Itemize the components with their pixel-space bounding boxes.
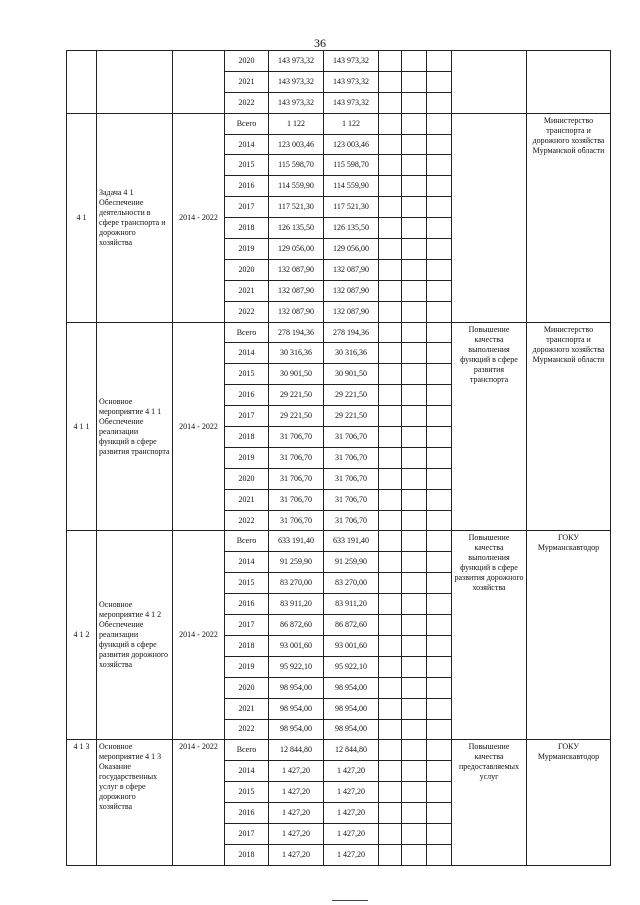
total-amount-cell: 98 954,00 [269,698,324,719]
empty-cell [402,113,427,134]
empty-cell [427,406,452,427]
year-cell: 2014 [225,343,269,364]
regional-amount-cell: 143 973,32 [324,51,379,72]
total-amount-cell: 143 973,32 [269,92,324,113]
activity-name: Основное мероприятие 4 1 2 Обеспечение реализации функций в сфере развития дорожного хозяйства [97,531,173,740]
regional-amount-cell: 1 427,20 [324,823,379,844]
empty-cell [379,844,402,865]
year-cell: 2018 [225,844,269,865]
empty-cell [379,740,402,761]
empty-cell [379,218,402,239]
empty-cell [402,71,427,92]
total-amount-cell: 83 270,00 [269,573,324,594]
regional-amount-cell: 31 706,70 [324,427,379,448]
year-cell: 2022 [225,510,269,531]
total-amount-cell: 30 901,50 [269,364,324,385]
total-amount-cell: 95 922,10 [269,656,324,677]
empty-cell [427,155,452,176]
empty-cell [427,635,452,656]
regional-amount-cell: 31 706,70 [324,447,379,468]
year-cell: 2022 [225,301,269,322]
regional-amount-cell: 31 706,70 [324,510,379,531]
empty-cell [427,176,452,197]
expected-result [452,113,527,322]
empty-cell [427,385,452,406]
year-cell: 2014 [225,761,269,782]
empty-cell [402,782,427,803]
total-amount-cell: 83 911,20 [269,594,324,615]
regional-amount-cell: 126 135,50 [324,218,379,239]
regional-amount-cell: 83 911,20 [324,594,379,615]
year-cell: 2017 [225,197,269,218]
empty-cell [379,364,402,385]
period: 2014 - 2022 [173,113,225,322]
total-amount-cell: 31 706,70 [269,510,324,531]
empty-cell [427,552,452,573]
empty-cell [379,531,402,552]
empty-cell [427,782,452,803]
empty-cell [379,71,402,92]
executor: Министерство транспорта и дорожного хозяйства Мурманской области [527,113,611,322]
empty-cell [402,594,427,615]
empty-cell [402,280,427,301]
empty-cell [379,92,402,113]
empty-cell [379,343,402,364]
empty-cell [402,552,427,573]
empty-cell [427,113,452,134]
empty-cell [379,573,402,594]
empty-cell [402,155,427,176]
year-cell: 2020 [225,259,269,280]
total-amount-cell: 29 221,50 [269,406,324,427]
program-table [66,50,611,866]
empty-cell [402,385,427,406]
regional-amount-cell: 98 954,00 [324,698,379,719]
empty-cell [379,259,402,280]
activity-name [97,51,173,114]
empty-cell [402,259,427,280]
empty-cell [427,698,452,719]
empty-cell [402,677,427,698]
empty-cell [379,698,402,719]
empty-cell [379,280,402,301]
total-amount-cell: 117 521,30 [269,197,324,218]
total-amount-cell: 31 706,70 [269,447,324,468]
total-amount-cell: 115 598,70 [269,155,324,176]
regional-amount-cell: 143 973,32 [324,71,379,92]
regional-amount-cell: 633 191,40 [324,531,379,552]
empty-cell [402,844,427,865]
total-amount-cell: 30 316,36 [269,343,324,364]
total-amount-cell: 31 706,70 [269,427,324,448]
total-amount-cell: 86 872,60 [269,615,324,636]
year-cell: 2020 [225,677,269,698]
empty-cell [402,364,427,385]
total-amount-cell: 1 427,20 [269,761,324,782]
empty-cell [402,635,427,656]
executor [527,51,611,114]
table-row [67,740,611,761]
year-cell: 2017 [225,823,269,844]
empty-cell [427,364,452,385]
empty-cell [427,447,452,468]
regional-amount-cell: 278 194,36 [324,322,379,343]
empty-cell [427,51,452,72]
year-cell: 2016 [225,803,269,824]
year-cell: 2018 [225,635,269,656]
empty-cell [379,197,402,218]
empty-cell [379,823,402,844]
empty-cell [427,573,452,594]
year-cell: 2018 [225,427,269,448]
total-amount-cell: 1 427,20 [269,823,324,844]
empty-cell [427,510,452,531]
year-cell: 2022 [225,92,269,113]
year-cell: 2017 [225,406,269,427]
regional-amount-cell: 115 598,70 [324,155,379,176]
empty-cell [379,447,402,468]
empty-cell [379,239,402,260]
empty-cell [379,719,402,740]
empty-cell [379,677,402,698]
empty-cell [402,92,427,113]
empty-cell [427,343,452,364]
empty-cell [379,656,402,677]
year-cell: Всего [225,740,269,761]
empty-cell [427,92,452,113]
year-cell: 2020 [225,51,269,72]
row-number: 4 1 1 [67,322,97,531]
total-amount-cell: 114 559,90 [269,176,324,197]
empty-cell [402,239,427,260]
total-amount-cell: 98 954,00 [269,719,324,740]
regional-amount-cell: 29 221,50 [324,385,379,406]
table-row [67,51,611,72]
empty-cell [402,176,427,197]
empty-cell [379,635,402,656]
empty-cell [379,427,402,448]
empty-cell [379,155,402,176]
empty-cell [427,615,452,636]
empty-cell [402,740,427,761]
regional-amount-cell: 114 559,90 [324,176,379,197]
regional-amount-cell: 86 872,60 [324,615,379,636]
empty-cell [379,803,402,824]
empty-cell [402,427,427,448]
regional-amount-cell: 1 427,20 [324,782,379,803]
empty-cell [379,594,402,615]
total-amount-cell: 1 427,20 [269,782,324,803]
regional-amount-cell: 30 901,50 [324,364,379,385]
year-cell: 2016 [225,594,269,615]
total-amount-cell: 93 001,60 [269,635,324,656]
total-amount-cell: 1 122 [269,113,324,134]
year-cell: 2021 [225,71,269,92]
total-amount-cell: 31 706,70 [269,468,324,489]
year-cell: 2015 [225,573,269,594]
year-cell: 2020 [225,468,269,489]
empty-cell [427,823,452,844]
empty-cell [402,134,427,155]
year-cell: 2016 [225,385,269,406]
activity-name: Основное мероприятие 4 1 1 Обеспечение реализации функций в сфере развития транспорта [97,322,173,531]
regional-amount-cell: 1 427,20 [324,844,379,865]
empty-cell [379,406,402,427]
year-cell: 2022 [225,719,269,740]
regional-amount-cell: 93 001,60 [324,635,379,656]
year-cell: 2015 [225,782,269,803]
empty-cell [379,552,402,573]
total-amount-cell: 143 973,32 [269,71,324,92]
regional-amount-cell: 1 122 [324,113,379,134]
total-amount-cell: 123 003,46 [269,134,324,155]
total-amount-cell: 31 706,70 [269,489,324,510]
empty-cell [427,134,452,155]
empty-cell [427,489,452,510]
year-cell: 2019 [225,239,269,260]
empty-cell [379,176,402,197]
empty-cell [427,218,452,239]
empty-cell [379,51,402,72]
total-amount-cell: 12 844,80 [269,740,324,761]
empty-cell [402,406,427,427]
empty-cell [402,197,427,218]
total-amount-cell: 132 087,90 [269,259,324,280]
empty-cell [402,761,427,782]
year-cell: Всего [225,322,269,343]
empty-cell [379,761,402,782]
regional-amount-cell: 1 427,20 [324,761,379,782]
year-cell: 2014 [225,552,269,573]
empty-cell [402,656,427,677]
empty-cell [402,510,427,531]
row-number: 4 1 2 [67,531,97,740]
empty-cell [427,468,452,489]
empty-cell [427,803,452,824]
executor: ГОКУ Мурманскавтодор [527,531,611,740]
empty-cell [402,218,427,239]
regional-amount-cell: 1 427,20 [324,803,379,824]
regional-amount-cell: 98 954,00 [324,677,379,698]
total-amount-cell: 132 087,90 [269,301,324,322]
period: 2014 - 2022 [173,531,225,740]
empty-cell [402,698,427,719]
empty-cell [427,740,452,761]
empty-cell [379,385,402,406]
empty-cell [379,134,402,155]
empty-cell [427,761,452,782]
regional-amount-cell: 91 259,90 [324,552,379,573]
regional-amount-cell: 98 954,00 [324,719,379,740]
empty-cell [427,301,452,322]
regional-amount-cell: 31 706,70 [324,489,379,510]
year-cell: 2015 [225,364,269,385]
executor: ГОКУ Мурманскавтодор [527,740,611,865]
empty-cell [402,51,427,72]
empty-cell [427,239,452,260]
empty-cell [402,573,427,594]
year-cell: 2014 [225,134,269,155]
row-number: 4 1 [67,113,97,322]
page-number: 36 [314,36,326,50]
regional-amount-cell: 143 973,32 [324,92,379,113]
executor: Министерство транспорта и дорожного хозяйства Мурманской области [527,322,611,531]
period: 2014 - 2022 [173,740,225,865]
empty-cell [379,322,402,343]
total-amount-cell: 91 259,90 [269,552,324,573]
empty-cell [427,280,452,301]
page-footer-mark [332,900,368,901]
total-amount-cell: 98 954,00 [269,677,324,698]
empty-cell [402,803,427,824]
regional-amount-cell: 132 087,90 [324,301,379,322]
empty-cell [427,719,452,740]
empty-cell [379,489,402,510]
total-amount-cell: 278 194,36 [269,322,324,343]
empty-cell [402,615,427,636]
empty-cell [402,301,427,322]
total-amount-cell: 1 427,20 [269,803,324,824]
year-cell: 2019 [225,656,269,677]
total-amount-cell: 143 973,32 [269,51,324,72]
empty-cell [402,531,427,552]
empty-cell [427,656,452,677]
empty-cell [427,427,452,448]
empty-cell [379,468,402,489]
total-amount-cell: 1 427,20 [269,844,324,865]
regional-amount-cell: 83 270,00 [324,573,379,594]
table-row [67,531,611,552]
total-amount-cell: 633 191,40 [269,531,324,552]
year-cell: 2021 [225,698,269,719]
year-cell: 2019 [225,447,269,468]
regional-amount-cell: 132 087,90 [324,259,379,280]
total-amount-cell: 129 056,00 [269,239,324,260]
total-amount-cell: 126 135,50 [269,218,324,239]
empty-cell [402,322,427,343]
year-cell: 2021 [225,489,269,510]
table-row [67,113,611,134]
expected-result: Повышение качества выполнения функций в сфере развития транспорта [452,322,527,531]
activity-name: Задача 4 1 Обеспечение деятельности в сфере транспорта и дорожного хозяйства [97,113,173,322]
period: 2014 - 2022 [173,322,225,531]
regional-amount-cell: 132 087,90 [324,280,379,301]
regional-amount-cell: 129 056,00 [324,239,379,260]
year-cell: Всего [225,531,269,552]
regional-amount-cell: 117 521,30 [324,197,379,218]
regional-amount-cell: 30 316,36 [324,343,379,364]
year-cell: 2021 [225,280,269,301]
regional-amount-cell: 31 706,70 [324,468,379,489]
empty-cell [427,197,452,218]
regional-amount-cell: 12 844,80 [324,740,379,761]
expected-result [452,51,527,114]
empty-cell [402,343,427,364]
empty-cell [402,719,427,740]
activity-name: Основное мероприятие 4 1 3 Оказание государственных услуг в сфере дорожного хозяйства [97,740,173,865]
empty-cell [379,113,402,134]
empty-cell [402,489,427,510]
empty-cell [427,531,452,552]
empty-cell [427,844,452,865]
regional-amount-cell: 123 003,46 [324,134,379,155]
expected-result: Повышение качества предоставляемых услуг [452,740,527,865]
empty-cell [402,468,427,489]
year-cell: 2016 [225,176,269,197]
empty-cell [379,301,402,322]
total-amount-cell: 29 221,50 [269,385,324,406]
year-cell: Всего [225,113,269,134]
year-cell: 2017 [225,615,269,636]
regional-amount-cell: 29 221,50 [324,406,379,427]
regional-amount-cell: 95 922,10 [324,656,379,677]
empty-cell [402,823,427,844]
expected-result: Повышение качества выполнения функций в сфере развития дорожного хозяйства [452,531,527,740]
empty-cell [427,71,452,92]
empty-cell [379,782,402,803]
empty-cell [427,677,452,698]
empty-cell [427,594,452,615]
empty-cell [427,259,452,280]
total-amount-cell: 132 087,90 [269,280,324,301]
empty-cell [402,447,427,468]
empty-cell [379,615,402,636]
year-cell: 2018 [225,218,269,239]
row-number: 4 1 3 [67,740,97,865]
row-number [67,51,97,114]
empty-cell [379,510,402,531]
empty-cell [427,322,452,343]
table-row [67,322,611,343]
year-cell: 2015 [225,155,269,176]
period [173,51,225,114]
